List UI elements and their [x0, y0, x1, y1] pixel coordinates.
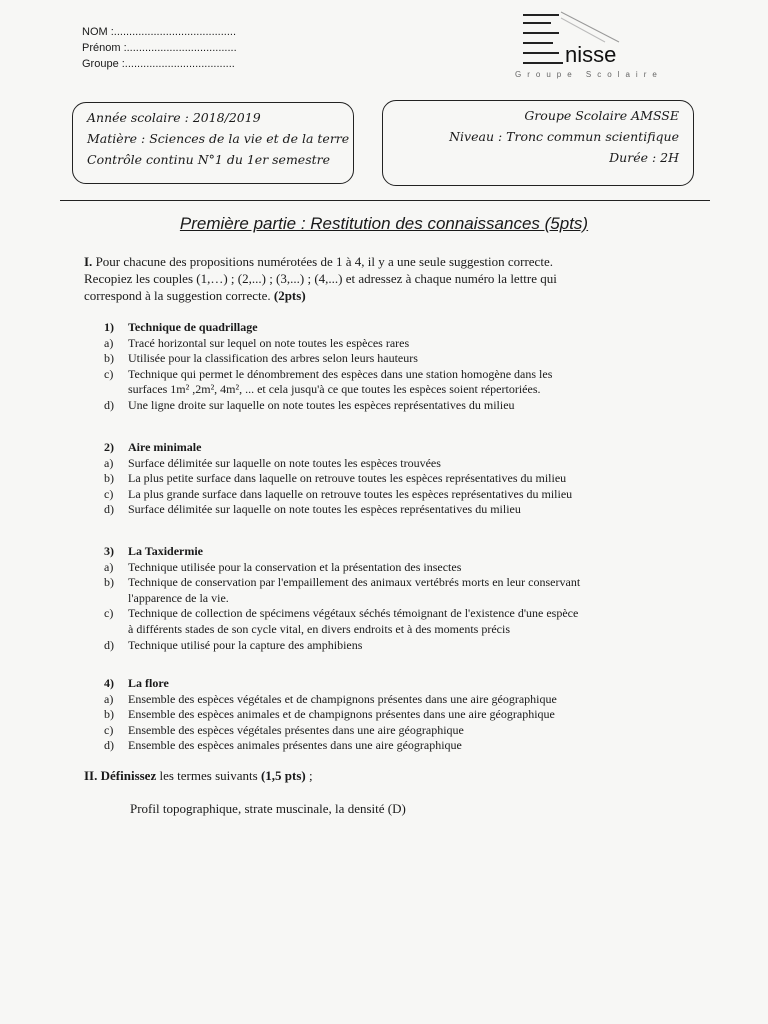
option-text: Ensemble des espèces animales présentes dans une aire géographique: [128, 738, 462, 753]
option-label: b): [104, 471, 114, 486]
question-heading: La flore: [128, 676, 169, 690]
option-continuation: [104, 591, 664, 607]
instruction-points: (2pts): [273, 288, 306, 303]
option-item: [104, 398, 664, 414]
subject: Matière : Sciences de la vie et de la terre: [87, 131, 350, 146]
option-label: b): [104, 707, 114, 722]
option-item: [104, 471, 664, 487]
option-item: [104, 502, 664, 518]
option-text: Technique utilisée pour la conservation et la présentation des insectes: [128, 559, 462, 574]
option-label: d): [104, 397, 114, 412]
option-text: La plus petite surface dans laquelle on retrouve toutes les espèces représentatives du milieu: [128, 471, 567, 486]
duration: Durée : 2H: [609, 150, 679, 165]
option-label: a): [104, 455, 114, 470]
section-2-verb: Définissez: [100, 768, 157, 783]
instruction-line-3: correspond à la suggestion correcte.: [84, 288, 271, 303]
option-label: a): [104, 559, 114, 574]
option-label: c): [104, 722, 114, 737]
school-info-box: [382, 100, 694, 186]
option-item: [104, 456, 664, 472]
question-4: [104, 676, 664, 754]
part-title: Première partie : Restitution des connaissances (5pts): [179, 214, 589, 233]
option-item: [104, 692, 664, 708]
option-item: [104, 606, 664, 622]
option-text: Utilisée pour la classification des arbres selon leurs hauteurs: [128, 351, 418, 366]
option-text: Une ligne droite sur laquelle on note toutes les espèces représentatives du milieu: [128, 397, 515, 412]
option-label: a): [104, 335, 114, 350]
option-item: [104, 707, 664, 723]
option-item: [104, 575, 664, 591]
logo-name: nisse: [565, 42, 617, 67]
question-number: 1): [104, 320, 114, 334]
instructions: [84, 253, 724, 304]
question-3: [104, 544, 664, 653]
option-text: Technique utilisé pour la capture des amphibiens: [128, 637, 363, 652]
option-text: Technique de collection de spécimens végétaux séchés témoignant de l'existence d'une espèce: [128, 606, 579, 621]
level: Niveau : Tronc commun scientifique: [449, 129, 679, 144]
option-text: surfaces 1m² ,2m², 4m², ... et cela jusqu'à ce que toutes les espèces soient répertoriées.: [128, 382, 541, 397]
option-text: Tracé horizontal sur lequel on note toutes les espèces rares: [128, 335, 410, 350]
instruction-line-1: Pour chacune des propositions numérotées de 1 à 4, il y a une seule suggestion correcte.: [95, 254, 553, 269]
option-text: Surface délimitée sur laquelle on note toutes les espèces représentatives du milieu: [128, 502, 521, 517]
terms-list: Profil topographique, strate muscinale, la densité (D): [130, 801, 406, 816]
option-text: Ensemble des espèces animales et de champignons présentes dans une aire géographique: [128, 707, 555, 722]
option-text: La plus grande surface dans laquelle on retrouve toutes les espèces représentatives du milieu: [128, 486, 573, 501]
option-label: d): [104, 637, 114, 652]
section-2-number: II.: [84, 768, 98, 783]
option-text: Ensemble des espèces végétales et de champignons présentes dans une aire géographique: [128, 691, 557, 706]
question-heading: La Taxidermie: [128, 544, 204, 558]
option-text: Ensemble des espèces végétales présentes dans une aire géographique: [128, 722, 464, 737]
logo-subtitle: Groupe Scolaire: [515, 70, 663, 79]
option-item: [104, 367, 664, 383]
option-continuation: [104, 382, 664, 398]
groupe-field: Groupe :....................................: [82, 58, 235, 70]
option-text: Technique qui permet le dénombrement des espèces dans une station homogène dans les: [128, 366, 553, 381]
header-divider: [60, 200, 710, 201]
option-label: c): [104, 486, 114, 501]
option-label: b): [104, 575, 114, 590]
section-2-instruction: [84, 768, 313, 784]
instruction-line-2: Recopiez les couples (1,…) ; (2,...) ; (3,...) ; (4,...) et adressez à chaque numéro la lettre qui: [84, 271, 557, 286]
section-number: I.: [84, 254, 93, 269]
option-item: [104, 638, 664, 654]
student-fields: [82, 24, 237, 72]
option-label: c): [104, 366, 114, 381]
option-text: Technique de conservation par l'empaillement des animaux vertébrés morts en leur conservant: [128, 575, 581, 590]
exam-type: Contrôle continu N°1 du 1er semestre: [87, 152, 331, 167]
nom-field: NOM :........................................: [82, 26, 237, 38]
option-item: [104, 723, 664, 739]
question-1: [104, 320, 664, 414]
prenom-field: Prénom :....................................: [82, 42, 237, 54]
exam-info-box: [72, 102, 354, 184]
school-name: Groupe Scolaire AMSSE: [524, 108, 679, 123]
question-number: 3): [104, 544, 114, 558]
question-heading: Aire minimale: [128, 440, 202, 454]
question-heading: Technique de quadrillage: [128, 320, 258, 334]
section-2-text: les termes suivants: [159, 768, 258, 783]
option-item: [104, 336, 664, 352]
option-item: [104, 560, 664, 576]
option-label: a): [104, 691, 114, 706]
option-item: [104, 738, 664, 754]
option-item: [104, 351, 664, 367]
option-text: Surface délimitée sur laquelle on note toutes les espèces trouvées: [128, 455, 441, 470]
school-year: Année scolaire : 2018/2019: [87, 110, 261, 125]
option-item: [104, 487, 664, 503]
option-text: à différents stades de son cycle vital, en divers endroits et à des moments précis: [128, 621, 510, 636]
option-label: d): [104, 502, 114, 517]
option-label: c): [104, 606, 114, 621]
option-label: b): [104, 351, 114, 366]
section-2-points: (1,5 pts): [260, 768, 306, 783]
school-logo: [515, 8, 665, 80]
question-number: 4): [104, 676, 114, 690]
question-2: [104, 440, 664, 518]
option-continuation: [104, 622, 664, 638]
option-text: l'apparence de la vie.: [128, 590, 229, 605]
option-label: d): [104, 738, 114, 753]
question-number: 2): [104, 440, 114, 454]
section-2-tail: ;: [308, 768, 313, 783]
